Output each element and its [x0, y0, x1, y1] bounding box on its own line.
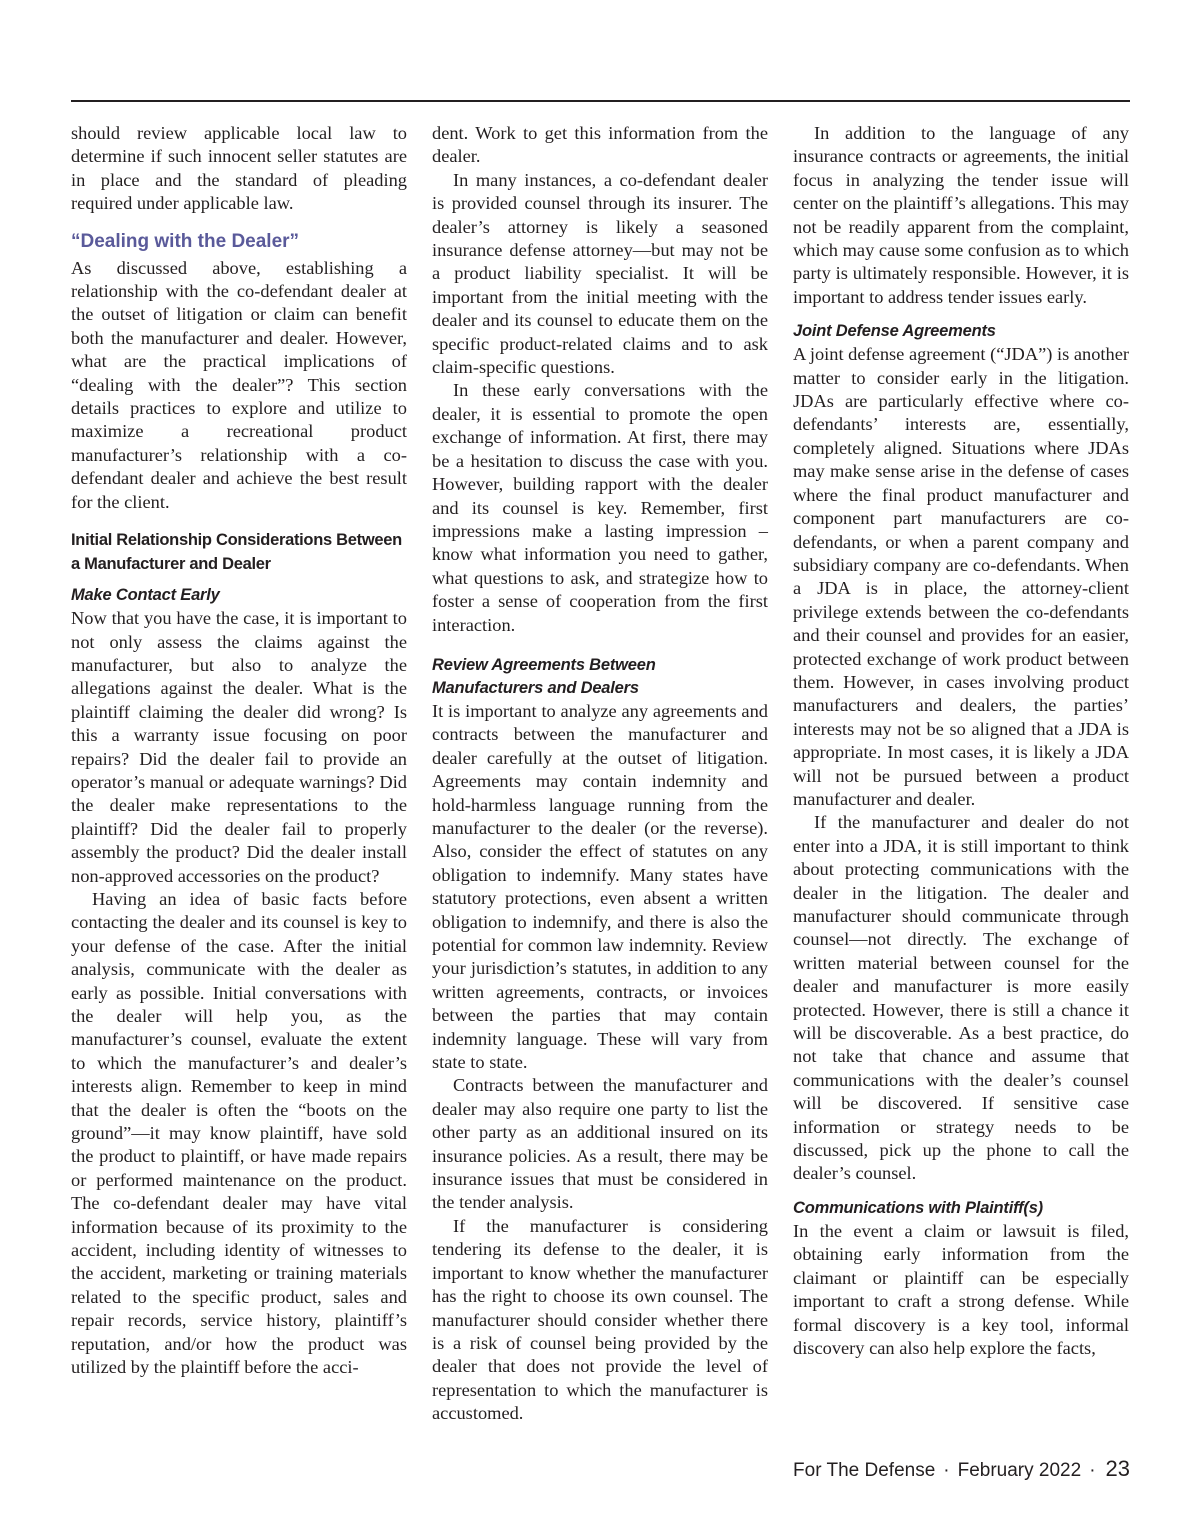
- header-rule: [71, 100, 1130, 102]
- article-column-2: [432, 122, 768, 1426]
- paragraph: It is important to analyze any agreements and contracts between the manufacturer and dealer carefully at the outset of litigation. Agreements may contain indemnity and hold-harmless language running from the manufacturer to the dealer (or the reverse). Also, consider the effect of statutes on any obligation to indemnify. Many states have statutory protections, even absent a written obligation to indemnify, and there is also the potential for common law indemnity. Review your jurisdiction’s statutes, in addition to any written agreements, contracts, or invoices between the parties that may contain indemnity language. These will vary from state to state.: [432, 700, 768, 1073]
- paragraph: If the manufacturer is considering tendering its defense to the dealer, it is important to know whether the manufacturer has the right to choose its own counsel. The manufacturer should consider whether there is a risk of counsel being provided by the dealer that does not provide the level of representation to which the manufacturer is accustomed.: [432, 1215, 768, 1424]
- paragraph: In many instances, a co-defendant dealer is provided counsel through its insurer. The dealer’s attorney is likely a seasoned insurance defense attorney—but may not be a product liability specialist. It will be important from the initial meeting with the dealer and its counsel to educate them on the specific product-related claims and to ask claim-specific questions.: [432, 169, 768, 378]
- subsubsection-heading: Review Agreements Between Manufacturers and Dealers: [432, 655, 656, 697]
- page-footer: [793, 1456, 1130, 1482]
- paragraph: dent. Work to get this information from the dealer.: [432, 123, 768, 167]
- page-number: 23: [1105, 1456, 1130, 1481]
- paragraph: Now that you have the case, it is important to not only assess the claims against the manufacturer, but also to analyze the allegations against the dealer. What is the plaintiff claiming the dealer did wrong? Is this a warranty issue focusing on poor repairs? Did the dealer fail to provide an operator’s manual or adequate warnings? Did the dealer make representations to the plaintiff? Did the dealer fail to properly assembly the product? Did the dealer install non-approved accessories on the product?: [71, 608, 407, 886]
- footer-separator: ·: [1089, 1460, 1096, 1481]
- subsubsection-heading: Communications with Plaintiff(s): [793, 1198, 1043, 1217]
- paragraph: In these early conversations with the dealer, it is essential to promote the open exchange of information. At first, there may be a hesitation to discuss the case with you. However, building rapport with the dealer and its counsel is key. Remember, first impressions make a lasting impression – know what information you need to gather, what questions to ask, and strategize how to foster a sense of cooperation from the first interaction.: [432, 380, 768, 635]
- paragraph: should review applicable local law to determine if such innocent seller statutes are in place and the standard of pleading required under applicable law.: [71, 123, 407, 214]
- paragraph: If the manufacturer and dealer do not enter into a JDA, it is still important to think about protecting communications with the dealer in the litigation. The dealer and manufacturer should communicate through counsel—not directly. The exchange of written material between counsel for the dealer and manufacturer is more easily protected. However, there is still a chance it will be discoverable. As a best practice, do not take that chance and assume that communications with the dealer’s counsel will be discovered. If sensitive case information or strategy needs to be discussed, pick up the phone to call the dealer’s counsel.: [793, 812, 1129, 1184]
- subsubsection-heading: Make Contact Early: [71, 586, 220, 605]
- paragraph: A joint defense agreement (“JDA”) is another matter to consider early in the litigation. JDAs are particularly effective where co-defendants’ interests are, essentially, completely aligned. Situations where JDAs may make sense arise in the defense of cases where the final product manufacturer and component part manufacturers are co-defendants, or when a parent company and subsidiary company are co-defendants. When a JDA is in place, the attorney-client privilege extends between the co-defendants and their counsel and provides for an easier, protected exchange of work product between them. However, in cases involving product manufacturers and dealers, the parties’ interests may not be so aligned that a JDA is appropriate. In most cases, it is likely a JDA will not be pursued between a product manufacturer and dealer.: [793, 344, 1130, 809]
- paragraph: As discussed above, establishing a relationship with the co-defendant dealer at the outset of litigation or claim can benefit both the manufacturer and dealer. However, what are the practical implications of “dealing with the dealer”? This section details practices to explore and utilize to maximize a recreational product manufacturer’s relationship with a co-defendant dealer and achieve the best result for the client.: [71, 257, 407, 512]
- subsubsection-heading: Joint Defense Agreements: [793, 322, 996, 341]
- section-heading: “Dealing with the Dealer”: [71, 230, 300, 252]
- paragraph: Having an idea of basic facts before contacting the dealer and its counsel is key to your defense of the case. After the initial analysis, communicate with the dealer as early as possible. Initial conversations with the dealer will help you, as the manufacturer’s counsel, evaluate the extent to which the manufacturer’s and dealer’s interests align. Remember to keep in mind that the dealer is often the “boots on the ground”—it may know plaintiff, have sold the product to plaintiff, or have made repairs or performed maintenance on the product. The co-defendant dealer may have vital information because of its proximity to the accident, including identity of witnesses to the accident, marketing or training materials related to the specific product, sales and repair records, service history, plaintiff’s reputation, and/or how the product was utilized by the plaintiff before the acci-: [71, 888, 407, 1378]
- paragraph: Contracts between the manufacturer and dealer may also require one party to list the other party as an additional insured on its insurance policies. As a result, there may be insurance issues that must be considered in the tender analysis.: [432, 1075, 768, 1213]
- article-column-1: [71, 122, 407, 1380]
- issue-date: February 2022: [957, 1460, 1082, 1481]
- paragraph: In addition to the language of any insurance contracts or agreements, the initial focus in analyzing the tender issue will center on the plaintiff’s allegations. This may not be readily apparent from the complaint, which may cause some confusion as to which party is ultimately responsible. However, it is important to address tender issues early.: [793, 123, 1129, 307]
- footer-separator: ·: [943, 1460, 950, 1481]
- subsection-heading: Initial Relationship Considerations Between a Manufacturer and Dealer: [71, 531, 402, 574]
- article-column-3: [793, 122, 1129, 1360]
- publication-name: For The Defense: [793, 1460, 936, 1481]
- paragraph: In the event a claim or lawsuit is filed, obtaining early information from the claimant or plaintiff can be especially important to craft a strong defense. While formal discovery is a key tool, informal discovery can also help explore the facts,: [793, 1220, 1129, 1358]
